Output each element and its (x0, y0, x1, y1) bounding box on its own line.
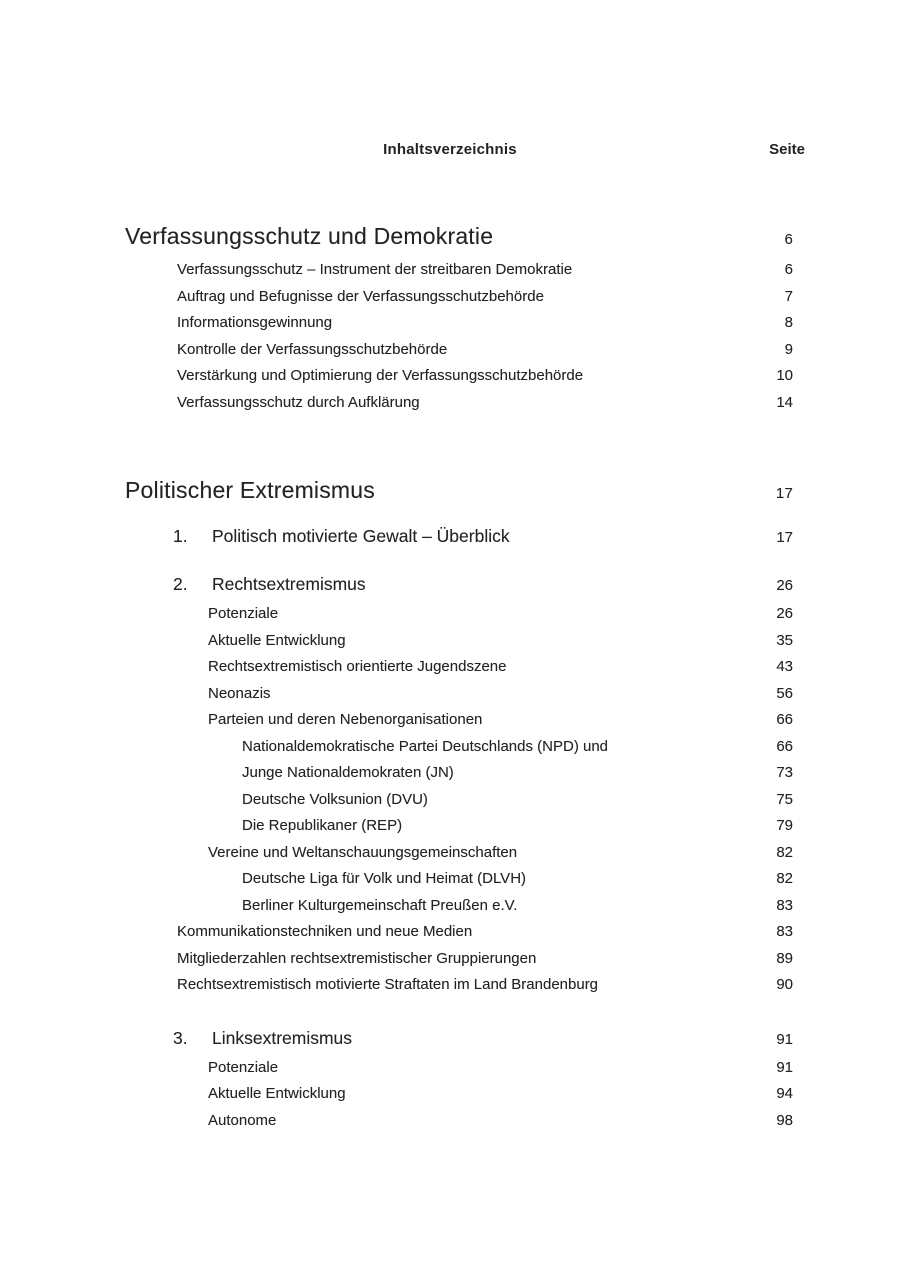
toc-entry-label: Rechtsextremistisch orientierte Jugendszene (208, 658, 507, 675)
toc-entry-label: Kontrolle der Verfassungsschutzbehörde (177, 340, 448, 358)
toc-entry (125, 813, 793, 840)
doc-header (0, 0, 900, 161)
toc-entry-label: Mitgliederzahlen rechtsextremistischer Gruppierungen (177, 949, 537, 967)
toc-entry (125, 866, 793, 893)
toc-entry-label: Politischer Extremismus (125, 477, 375, 503)
toc-entry-label: Nationaldemokratische Partei Deutschlands (NPD) und (242, 737, 609, 755)
toc-entry-page: 66 (776, 737, 793, 755)
toc-entry (125, 363, 793, 390)
toc-entry-page: 17 (776, 529, 793, 546)
toc-subsection-heading (125, 1023, 793, 1055)
toc-entry-page: 56 (776, 684, 793, 702)
toc-entry (125, 734, 793, 761)
toc-entry-label: Rechtsextremismus (212, 574, 366, 594)
toc-entry-page: 7 (784, 287, 793, 305)
toc-entry-page: 35 (776, 631, 793, 649)
toc-entry-page: 90 (776, 976, 793, 993)
toc-entry-page: 91 (776, 1030, 793, 1048)
toc-entry-label: Berliner Kulturgemeinschaft Preußen e.V. (242, 896, 518, 914)
toc-entry-page: 83 (776, 896, 793, 914)
toc-entry (125, 310, 793, 337)
toc-entry (125, 681, 793, 708)
toc-entry-page: 82 (776, 870, 793, 887)
toc-entry-page: 10 (776, 367, 793, 384)
toc-entry-label: Kommunikationstechniken und neue Medien (177, 923, 473, 940)
page-column-label: Seite (769, 141, 805, 158)
toc-entry-label: Verfassungsschutz und Demokratie (125, 223, 494, 249)
toc-subsection-heading (125, 521, 793, 553)
toc-entry-label: Auftrag und Befugnisse der Verfassungsschutzbehörde (177, 287, 544, 305)
toc-entry-label: Die Republikaner (REP) (242, 817, 403, 834)
toc-entry-label: Potenziale (208, 1058, 279, 1076)
toc-entry-label: Verfassungsschutz durch Aufklärung (177, 393, 420, 411)
toc-entry-page: 83 (776, 923, 793, 940)
toc-entry-page: 79 (776, 817, 793, 834)
toc-entry-page: 91 (776, 1058, 793, 1076)
toc-entry-label: Neonazis (208, 684, 271, 702)
toc-entry-page: 98 (776, 1111, 793, 1129)
toc-entry (125, 760, 793, 787)
toc-entry (125, 1108, 793, 1135)
toc-entry-page: 26 (776, 605, 793, 622)
toc-entry-label: Deutsche Liga für Volk und Heimat (DLVH) (242, 870, 527, 887)
toc-entry (125, 390, 793, 417)
toc-entry-label: Autonome (208, 1111, 277, 1129)
toc-subsection-number: 2. (173, 574, 188, 594)
toc-entry-page: 89 (776, 949, 793, 967)
toc-entry-page: 75 (776, 790, 793, 808)
toc-subsection-number: 1. (173, 526, 188, 546)
toc-entry (125, 601, 793, 628)
toc-entry-label: Parteien und deren Nebenorganisationen (208, 711, 483, 728)
toc-entry-label: Vereine und Weltanschauungsgemeinschaften (208, 843, 518, 861)
toc-entry (125, 787, 793, 814)
toc-entry-label: Informationsgewinnung (177, 314, 333, 331)
toc-entry-label: Aktuelle Entwicklung (208, 1085, 346, 1102)
toc-entry-label: Linksextremismus (212, 1027, 353, 1048)
toc-entry (125, 628, 793, 655)
toc-entry-page: 6 (784, 231, 793, 248)
toc-entry (125, 1081, 793, 1108)
toc-entry-label: Deutsche Volksunion (DVU) (242, 790, 428, 808)
toc-entry (125, 707, 793, 734)
toc-entry-page: 26 (776, 577, 793, 594)
toc-entry-label: Junge Nationaldemokraten (JN) (242, 764, 454, 781)
toc-entry (125, 257, 793, 284)
toc-entry-page: 82 (776, 843, 793, 861)
toc-section-heading (125, 221, 793, 255)
toc-entry-label: Aktuelle Entwicklung (208, 631, 346, 649)
toc-entry (125, 946, 793, 973)
toc-entry-page: 94 (776, 1085, 793, 1102)
toc-subsection-heading (125, 569, 793, 601)
toc-subsection-number: 3. (173, 1027, 188, 1048)
toc-entry-label: Verfassungsschutz – Instrument der streitbaren Demokratie (177, 261, 573, 278)
toc-entry-label: Rechtsextremistisch motivierte Straftaten im Land Brandenburg (177, 976, 599, 993)
toc-entry-page: 66 (776, 711, 793, 728)
toc-entry (125, 284, 793, 311)
toc-entry (125, 840, 793, 867)
toc-entry-label: Politisch motivierte Gewalt – Überblick (212, 526, 510, 546)
page-title: Inhaltsverzeichnis (383, 141, 517, 158)
toc-entry (125, 919, 793, 946)
toc-entry-label: Verstärkung und Optimierung der Verfassungsschutzbehörde (177, 367, 584, 384)
toc-list (0, 221, 900, 1134)
toc-entry (125, 972, 793, 999)
toc-entry-page: 8 (784, 314, 793, 331)
toc-entry (125, 893, 793, 920)
toc-entry (125, 337, 793, 364)
toc-entry-label: Potenziale (208, 605, 279, 622)
toc-entry-page: 17 (775, 485, 793, 502)
toc-entry-page: 6 (784, 261, 793, 278)
toc-entry-page: 14 (776, 393, 793, 411)
toc-section-heading (125, 475, 793, 509)
toc-entry-page: 9 (784, 340, 793, 358)
toc-entry (125, 654, 793, 681)
toc-entry-page: 43 (776, 658, 793, 675)
toc-entry-page: 73 (776, 764, 793, 781)
toc-entry (125, 1055, 793, 1082)
